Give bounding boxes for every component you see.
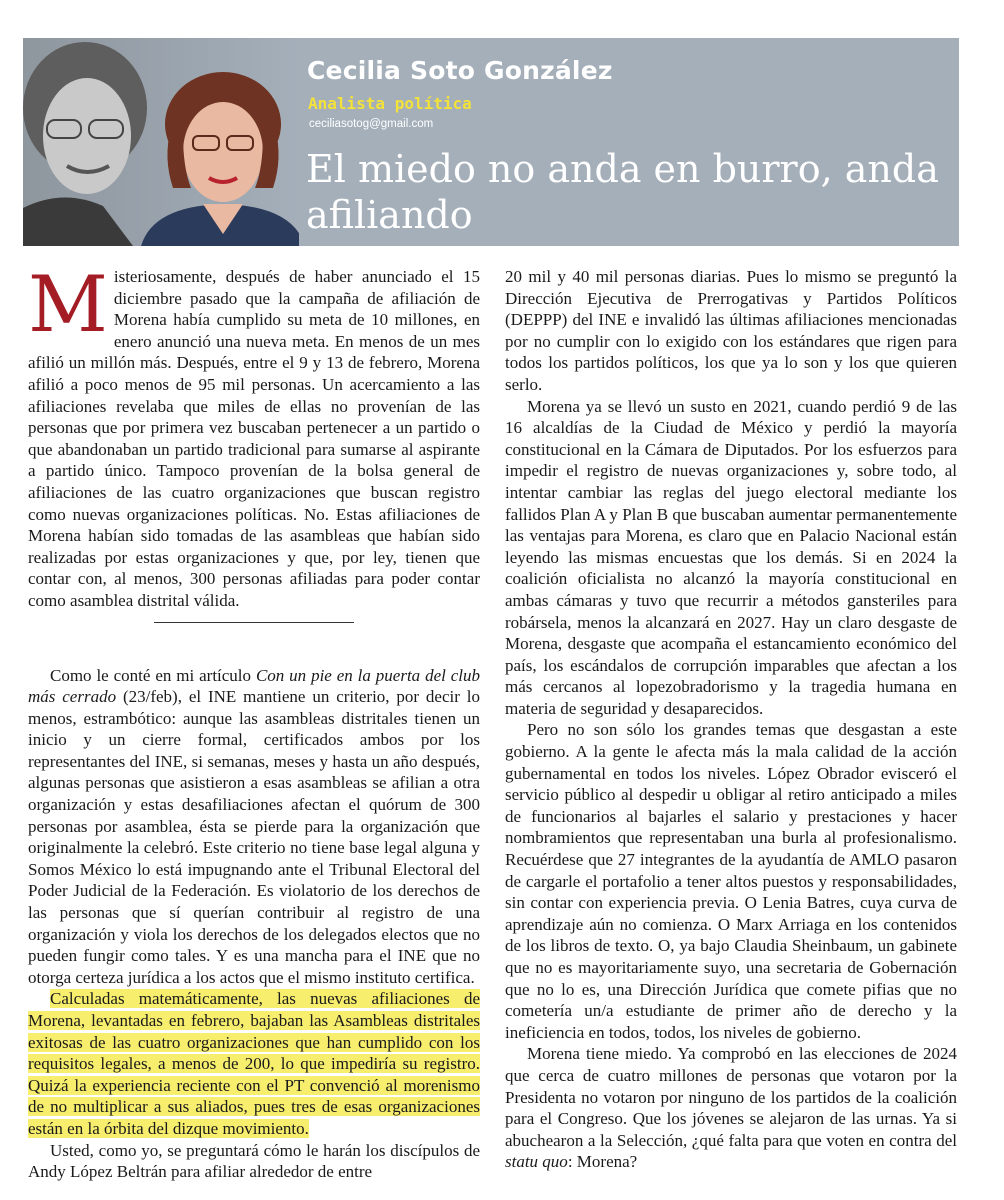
- article-paragraph-highlighted: [28, 988, 480, 1139]
- article-paragraph: [28, 260, 480, 612]
- paragraph-text: : Morena?: [567, 1152, 638, 1172]
- paragraph-text: (23/feb), el INE mantiene un criterio, por decir lo menos, estrambótico: aunque las asambleas distritales tienen un inicio y un cierre formal, certificados ambos por los representantes del INE, si semanas, meses y hasta un año después, algunas personas que asistieron a esas asambleas se afilian a otra organización y estas desafiliaciones afectan el quórum de 300 personas por asamblea, ésta se pierde para la organización que originalmente la celebró. Este criterio no tiene base legal alguna y Somos México lo está impugnando ante el Tribunal Electoral del Poder Judicial de la Federación. Es violatorio de los derechos de las personas que sí querían contribuir al registro de una organización y viola los derechos de los delegados electos que no pueden fungir como tales. Y es una mancha para el INE que no otorga certeza jurídica a los actos que el mismo instituto certifica.: [28, 687, 481, 987]
- article-paragraph-continued: 20 mil y 40 mil personas diarias. Pues lo mismo se preguntó la Dirección Ejecutiva de Prerrogativas y Partidos Políticos (DEPPP) del INE e invalidó las últimas afiliaciones mencionadas por no cumplir con lo exigido con los estándares que rigen para todos los partidos políticos, los que ya lo son y los que quieren serlo.: [505, 267, 957, 394]
- highlighted-text: Calculadas matemáticamente, las nuevas afiliaciones de Morena, levantadas en febrero, bajaban las Asambleas distritales exitosas de las cuatro organizaciones que han cumplido con los requisitos legales, a menos de 200, lo que impediría su registro. Quizá la experiencia reciente con el PT convenció al morenismo de no multiplicar a sus aliados, pues tres de esas organizaciones están en la órbita del dizque movimiento.: [28, 989, 480, 1138]
- author-photo: [23, 38, 299, 246]
- article-paragraph: Usted, como yo, se preguntará cómo le harán los discípulos de Andy López Beltrán para afiliar alrededor de entre: [28, 1140, 480, 1182]
- article-column-left: [28, 260, 481, 1183]
- article-paragraph: Morena ya se llevó un susto en 2021, cuando perdió 9 de las 16 alcaldías de la Ciudad de México y perdió la mayoría constitucional en la Cámara de Diputados. Por los esfuerzos para impedir el registro de nuevas organizaciones y, sobre todo, al intentar cambiar las reglas del juego electoral mediante los fallidos Plan A y Plan B que buscaban aumentar permanentemente las ventajas para Morena, es claro que en Palacio Nacional están leyendo las mismas encuestas que los demás. Si en 2024 la coalición oficialista no alcanzó la mayoría constitucional en ambas cámaras y tuvo que recurrir a métodos gansteriles para robársela, menos la alcanzará en 2027. Hay un claro desgaste de Morena, desgaste que acompaña el estancamiento económico del país, los escándalos de corrupción imparables que afectan a los más cercanos al lopezobradorismo y la tragedia humana en materia de seguridad y desaparecidos.: [505, 396, 957, 718]
- italic-term: statu quo: [505, 1152, 568, 1172]
- paragraph-text: Como le conté en mi artículo: [50, 665, 256, 685]
- article-reference-title: Con un pie en la puerta del club más cerrado: [28, 665, 480, 707]
- author-email[interactable]: ceciliasotog@gmail.com: [309, 118, 434, 130]
- article-headline: El miedo no anda en burro, anda afiliando: [306, 147, 939, 237]
- paragraph-text: Morena tiene miedo. Ya comprobó en las elecciones de 2024 que cerca de cuatro millones de personas que votaron por la Presidenta no votaron por ninguno de los partidos de la coalición para el Congreso. Que los jóvenes se alejaron de las urnas. Ya si abuchearon a la Selección, ¿qué falta para que voten en contra del: [505, 1044, 957, 1150]
- drop-cap: M: [28, 260, 108, 350]
- article-paragraph: [505, 1043, 957, 1173]
- article-header: [23, 38, 959, 246]
- article-column-right: [505, 266, 957, 1173]
- article-paragraph: [28, 665, 480, 989]
- section-divider: [154, 622, 354, 623]
- author-role: Analista política: [308, 94, 472, 113]
- article-paragraph: Pero no son sólo los grandes temas que desgastan a este gobierno. A la gente le afecta más la mala calidad de la acción gubernamental en todos los niveles. López Obrador evisceró el servicio público al despedir u obligar al retiro anticipado a miles de funcionarios al bajarles el salario y prestaciones y hacer nombramientos que representaban una burla al profesionalismo. Recuérdese que 27 integrantes de la ayudantía de AMLO pasaron de cargarle el portafolio a tener altos puestos y responsabilidades, sin contar con experiencia previa. O Lenia Batres, cuya curva de aprendizaje aún no comienza. O Marx Arriaga en los contenidos de los libros de texto. O, ya bajo Claudia Sheinbaum, un gabinete que no es mayoritariamente suyo, una secretaria de Gobernación que no lo es, una Dirección Jurídica que comete pifias que no cometería un/a estudiante de primer año de derecho y la ineficiencia en todos, todos, los niveles de gobierno.: [505, 720, 957, 1042]
- author-name: Cecilia Soto González: [307, 56, 613, 85]
- paragraph-text: isteriosamente, después de haber anunciado el 15 diciembre pasado que la campaña de afiliación de Morena había cumplido su meta de 10 millones, en enero anunció una nueva meta. En menos de un mes afilió un millón más. Después, entre el 9 y 13 de febrero, Morena afilió a poco menos de 95 mil personas. Un acercamiento a las afiliaciones revelaba que miles de ellas no provenían de las personas que por primera vez buscaban pertenecer a un partido o que abandonaban un partido tradicional para sumarse al aspirante a partido único. Tampoco provenían de la bolsa general de afiliaciones de las cuatro organizaciones que buscan registro como nuevas organizaciones políticas. No. Estas afiliaciones de Morena habían sido tomadas de las asambleas que habían sido realizadas por estas organizaciones y que, por ley, tienen que contar con, al menos, 300 personas afiliadas para poder contar como asamblea distrital válida.: [28, 267, 480, 610]
